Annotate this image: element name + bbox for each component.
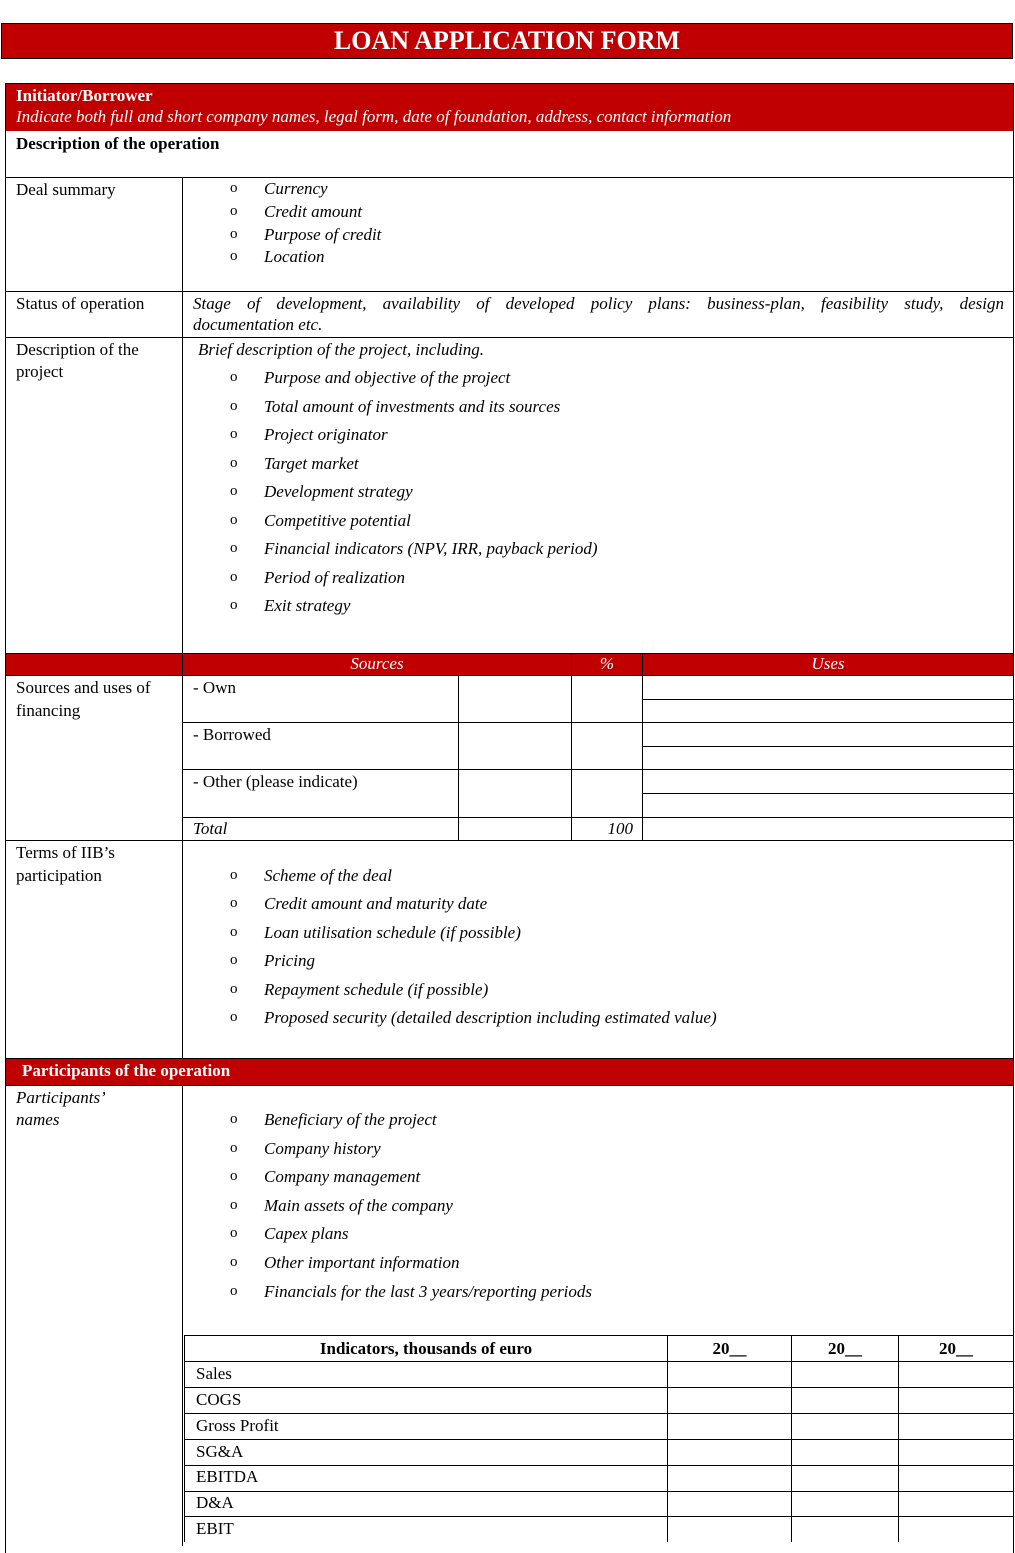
list-item: o Scheme of the deal [230, 866, 392, 885]
year-col-2: 20__ [828, 1339, 862, 1358]
list-item: o Company history [230, 1139, 381, 1158]
col-uses: Uses [811, 654, 845, 673]
list-item: o Pricing [230, 951, 315, 970]
participants-label-2: names [16, 1110, 60, 1129]
col-percent: % [599, 654, 615, 673]
form-title: LOAN APPLICATION FORM [1, 23, 1013, 59]
list-item: o Beneficiary of the project [230, 1110, 437, 1129]
list-item: o Loan utilisation schedule (if possible) [230, 923, 521, 942]
source-borrowed: - Borrowed [193, 725, 271, 744]
list-item: o Financial indicators (NPV, IRR, payback period) [230, 539, 598, 558]
financing-label-2: financing [16, 701, 81, 720]
list-item: o Target market [230, 454, 359, 473]
list-item: o Financials for the last 3 years/reporting periods [230, 1282, 593, 1301]
col-sources: Sources [350, 654, 404, 673]
list-item: o Company management [230, 1167, 421, 1186]
deal-summary-label: Deal summary [16, 180, 116, 199]
indicator-row: EBIT [196, 1519, 234, 1538]
list-item: o Credit amount and maturity date [230, 894, 488, 913]
indicator-row: COGS [196, 1390, 242, 1409]
financing-label: Sources and uses of [16, 678, 151, 697]
year-col-1: 20__ [712, 1339, 747, 1358]
list-item: o Competitive potential [230, 511, 411, 530]
status-text-2: documentation etc. [193, 315, 323, 334]
status-label: Status of operation [16, 294, 145, 313]
list-item: o Exit strategy [230, 596, 351, 615]
initiator-heading: Initiator/Borrower [16, 86, 153, 105]
status-text-1: Stage of development, availability of developed policy plans: business-plan, feasibility study, design [193, 294, 1004, 313]
initiator-hint: Indicate both full and short company names, legal form, date of foundation, address, contact information [16, 107, 732, 126]
year-col-3: 20__ [939, 1339, 973, 1358]
indicator-row: SG&A [196, 1442, 244, 1461]
terms-label-2: participation [16, 866, 102, 885]
list-item: o Project originator [230, 425, 388, 444]
list-item: o Location [230, 247, 325, 266]
list-item: o Proposed security (detailed description including estimated value) [230, 1008, 717, 1027]
list-item: o Purpose and objective of the project [230, 368, 511, 387]
list-item: o Repayment schedule (if possible) [230, 980, 489, 999]
list-item: o Total amount of investments and its sources [230, 397, 561, 416]
list-item: o Period of realization [230, 568, 406, 587]
list-item: o Credit amount [230, 202, 363, 221]
indicator-row: D&A [196, 1493, 234, 1512]
indicators-header: Indicators, thousands of euro [319, 1339, 533, 1358]
list-item: o Currency [230, 179, 328, 198]
list-item: o Development strategy [230, 482, 413, 501]
list-item: o Other important information [230, 1253, 460, 1272]
source-own: - Own [193, 678, 236, 697]
project-label: Description of the [16, 340, 139, 359]
total-label: Total [193, 819, 228, 838]
description-heading: Description of the operation [16, 134, 220, 153]
project-label-2: project [16, 362, 64, 381]
participants-label: Participants’ [16, 1088, 106, 1107]
total-value: 100 [607, 819, 633, 838]
indicator-row: Gross Profit [196, 1416, 279, 1435]
indicator-row: EBITDA [196, 1467, 259, 1486]
list-item: o Purpose of credit [230, 225, 382, 244]
indicator-row: Sales [196, 1364, 232, 1383]
list-item: o Main assets of the company [230, 1196, 453, 1215]
source-other: - Other (please indicate) [193, 772, 358, 791]
list-item: o Capex plans [230, 1224, 349, 1243]
terms-label: Terms of IIB’s [16, 843, 115, 862]
project-intro: Brief description of the project, including. [198, 340, 484, 359]
participants-heading: Participants of the operation [22, 1061, 231, 1080]
